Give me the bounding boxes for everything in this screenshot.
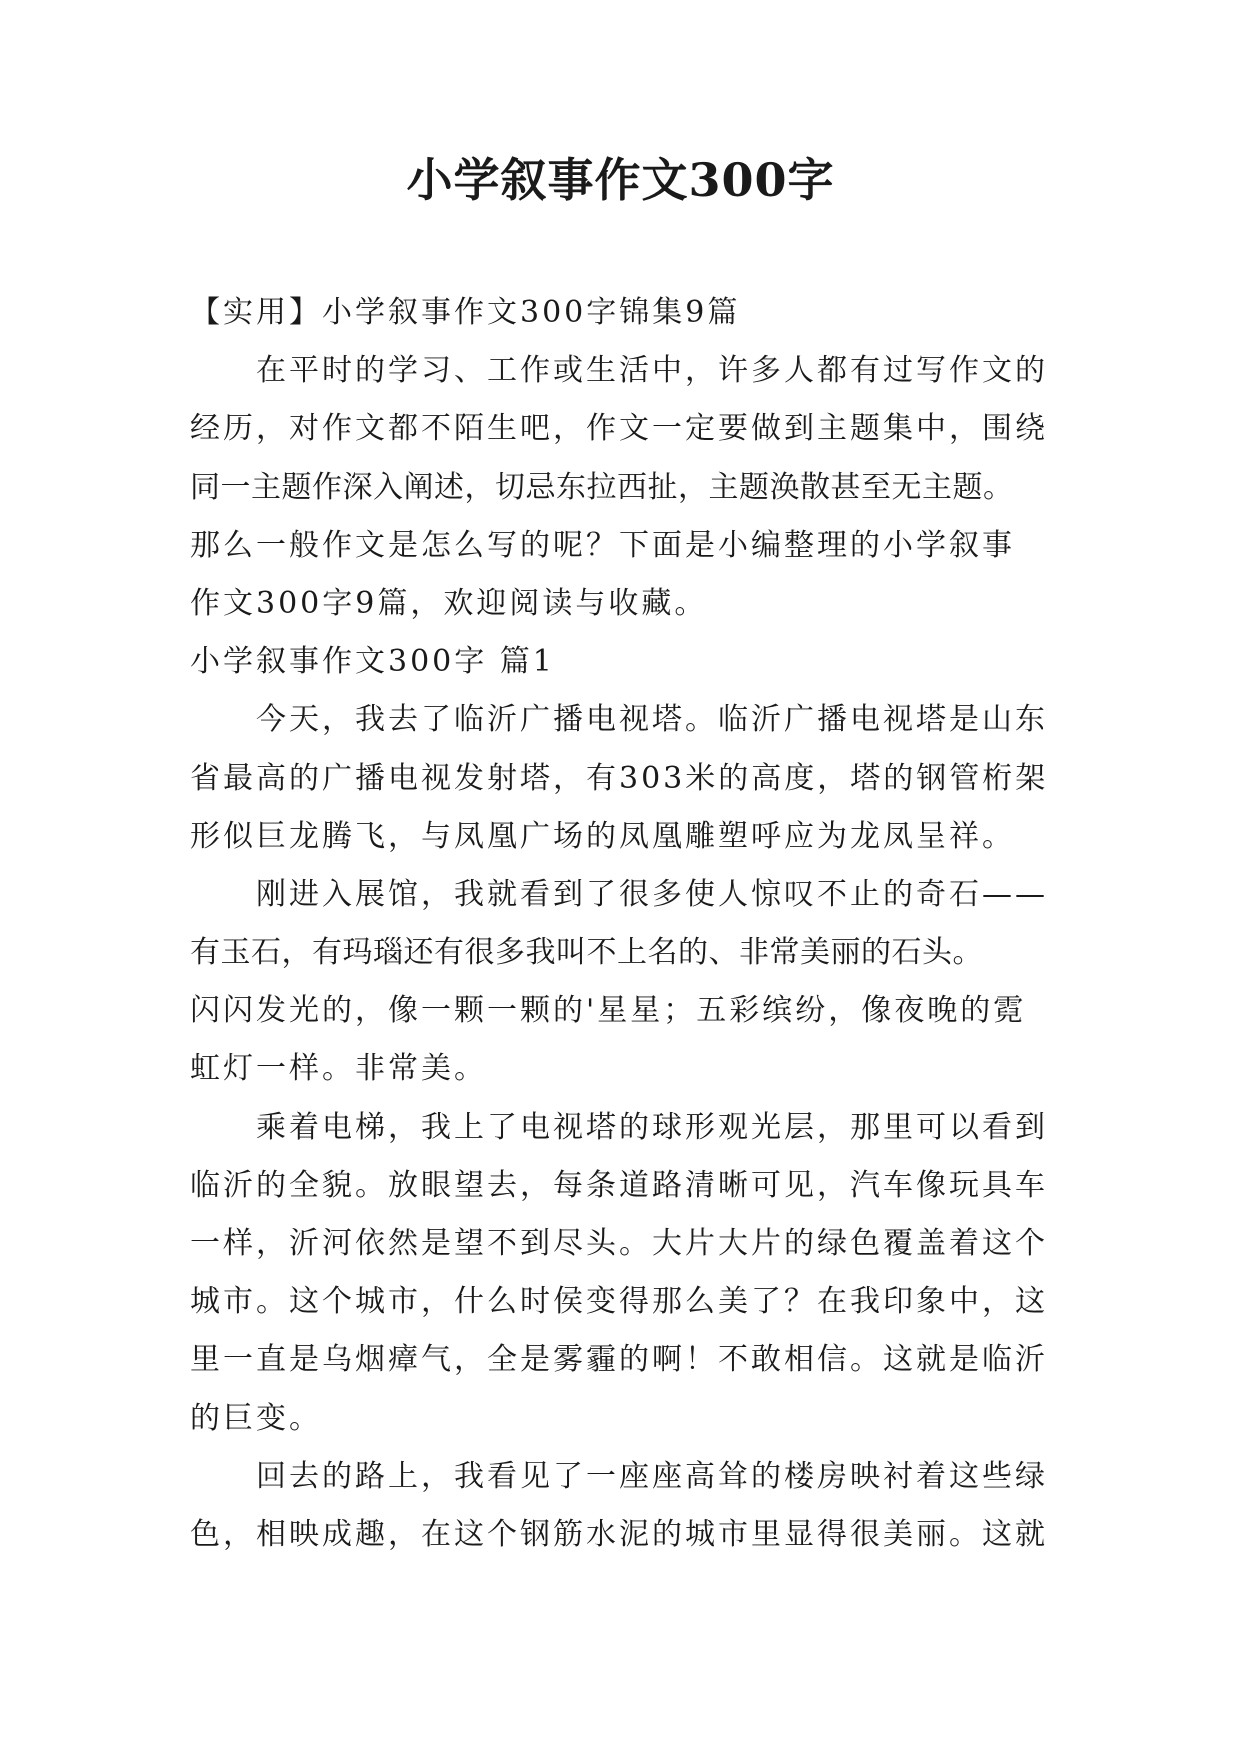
paragraph-line: 里一直是乌烟瘴气，全是雾霾的啊！不敢相信。这就是临沂 xyxy=(190,1342,1048,1378)
paragraph-line: 临沂的全貌。放眼望去，每条道路清晰可见，汽车像玩具车 xyxy=(190,1167,1048,1203)
paragraph-line: 省最高的广播电视发射塔，有303米的高度，塔的钢管桁架 xyxy=(190,760,1049,796)
paragraph-line: 的巨变。 xyxy=(190,1400,322,1436)
paragraph-2 xyxy=(190,866,1070,1099)
paragraph-line: 城市。这个城市，什么时侯变得那么美了？在我印象中，这 xyxy=(190,1284,1048,1320)
section-heading: 小学叙事作文300字 篇1 xyxy=(190,644,555,680)
paragraph-line: 今天，我去了临沂广播电视塔。临沂广播电视塔是山东 xyxy=(256,702,1048,738)
paragraph-line: 那么一般作文是怎么写的呢？下面是小编整理的小学叙事 xyxy=(190,527,1015,563)
paragraph-line: 在平时的学习、工作或生活中，许多人都有过写作文的 xyxy=(256,353,1048,389)
paragraph-line: 闪闪发光的，像一颗一颗的'星星；五彩缤纷，像夜晚的霓 xyxy=(190,993,1027,1029)
paragraph-line: 有玉石，有玛瑙还有很多我叫不上名的、非常美丽的石头。 xyxy=(190,935,983,971)
paragraph-line: 作文300字9篇，欢迎阅读与收藏。 xyxy=(190,585,708,621)
paragraph-line: 回去的路上，我看见了一座座高耸的楼房映衬着这些绿 xyxy=(256,1458,1048,1494)
document-title: 小学叙事作文300字 xyxy=(406,153,835,207)
paragraph-line: 同一主题作深入阐述，切忌东拉西扯，主题涣散甚至无主题。 xyxy=(190,469,1014,505)
paragraph-line: 经历，对作文都不陌生吧，作文一定要做到主题集中，围绕 xyxy=(190,411,1048,447)
paragraph-line: 形似巨龙腾飞，与凤凰广场的凤凰雕塑呼应为龙凤呈祥。 xyxy=(190,818,1015,854)
paragraph-1 xyxy=(190,691,1070,866)
paragraph-3 xyxy=(190,1099,1070,1448)
paragraph-line: 虹灯一样。非常美。 xyxy=(190,1051,487,1087)
paragraph-line: 刚进入展馆，我就看到了很多使人惊叹不止的奇石—— xyxy=(256,876,1048,912)
paragraph-4 xyxy=(190,1448,1070,1564)
document-subtitle: 【实用】小学叙事作文300字锦集9篇 xyxy=(190,295,741,330)
document-body xyxy=(190,284,1070,1564)
paragraph-line: 色，相映成趣，在这个钢筋水泥的城市里显得很美丽。这就 xyxy=(190,1516,1048,1552)
intro-paragraph xyxy=(190,342,1070,633)
paragraph-line: 一样，沂河依然是望不到尽头。大片大片的绿色覆盖着这个 xyxy=(190,1226,1048,1261)
paragraph-line: 乘着电梯，我上了电视塔的球形观光层，那里可以看到 xyxy=(256,1109,1048,1145)
